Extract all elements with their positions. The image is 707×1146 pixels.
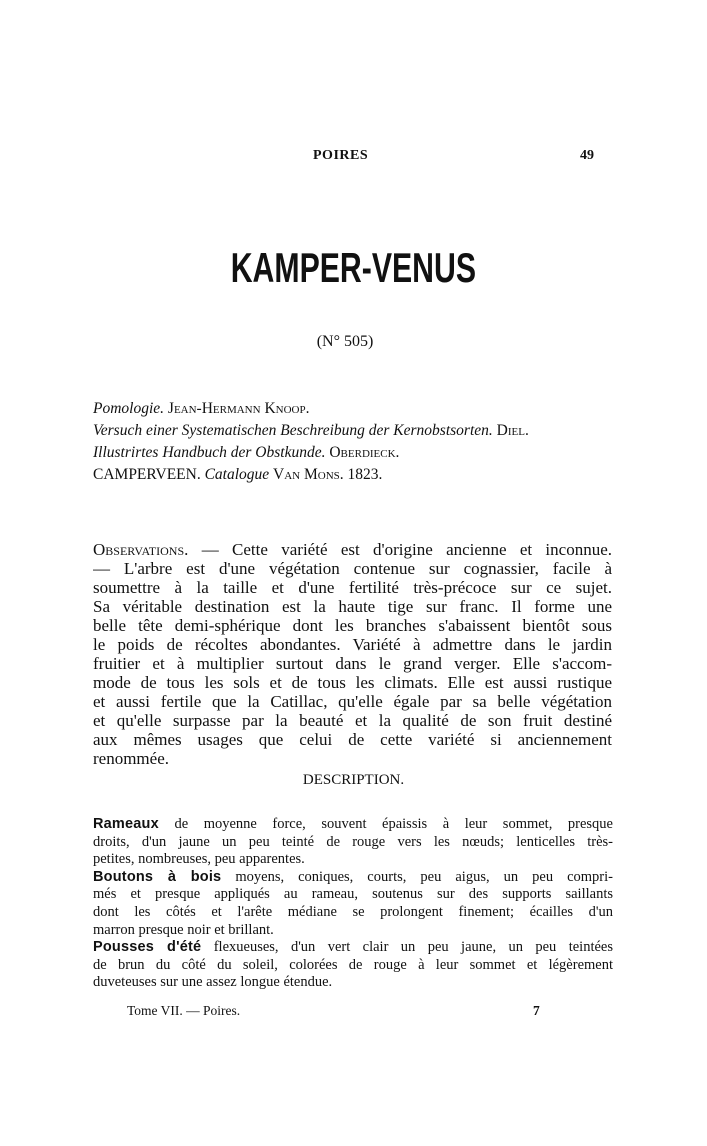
signature-number: 7 [533, 1003, 540, 1018]
description-heading: DESCRIPTION. [302, 772, 405, 788]
page-number: 49 [580, 148, 594, 163]
description [93, 816, 613, 992]
ref-synonym: CAMPERVEEN. [93, 466, 201, 483]
reference-line [93, 464, 653, 486]
text-line: et qu'elle surpasse par la beauté et la qualité de son fruit destiné [93, 711, 612, 730]
reference-line [93, 442, 653, 464]
paragraph-lead: Rameaux [93, 816, 159, 832]
text-line [93, 939, 613, 957]
ref-author: Diel. [496, 422, 529, 439]
text-line: mode de tous les sols et de tous les climats. Elle est aussi rustique [93, 673, 612, 692]
reference-line [93, 420, 653, 442]
text-line: le poids de récoltes abondantes. Variété à admettre dans le jardin [93, 635, 612, 654]
ref-author: Van Mons. [273, 466, 344, 483]
text-line: petites, nombreuses, peu apparentes. [93, 851, 305, 868]
text-line [93, 816, 613, 834]
text-line: — L'arbre est d'une végétation contenue sur cognassier, facile à [93, 559, 612, 578]
text-fragment: moyens, coniques, courts, peu aigus, un peu compri- [221, 868, 613, 885]
ref-title: Catalogue [204, 466, 270, 483]
signature-mark: Tome VII. — Poires. [127, 1003, 241, 1018]
text-line: més et presque appliqués au rameau, soutenus sur des supports saillants [93, 886, 613, 903]
observations [93, 540, 612, 768]
ref-author: Jean-Hermann Knoop. [167, 400, 310, 417]
text-line: soumettre à la taille et d'une fertilité très-précoce sur ce sujet. [93, 578, 612, 597]
text-line: Sa véritable destination est la haute tige sur franc. Il forme une [93, 597, 612, 616]
variety-number: (N° 505) [316, 333, 374, 350]
text-line: belle tête demi-sphérique dont les branches s'abaissent bientôt sous [93, 616, 612, 635]
running-title: POIRES [313, 148, 369, 163]
text-fragment: de moyenne force, souvent épaissis à leur sommet, presque [158, 816, 613, 832]
text-fragment: flexueuses, d'un vert clair un peu jaune, un peu teintées [201, 939, 613, 956]
reference-line [93, 398, 653, 420]
observations-lead: Observations. [93, 540, 189, 559]
text-line: marron presque noir et brillant. [93, 921, 274, 938]
text-line [93, 540, 612, 559]
text-line: aux mêmes usages que celui de cette variété si anciennement [93, 730, 612, 749]
page-title: KAMPER-VENUS [230, 244, 477, 291]
description-paragraph [93, 869, 613, 939]
text-fragment: — Cette variété est d'origine ancienne et inconnue. [188, 540, 612, 559]
ref-title: Illustrirtes Handbuch der Obstkunde. [93, 444, 326, 461]
text-line: renommée. [93, 749, 169, 768]
ref-year: 1823. [347, 466, 383, 483]
ref-title: Versuch einer Systematischen Beschreibung der Kernobstsorten. [93, 422, 493, 439]
text-line [93, 869, 613, 887]
text-line: dont les côtés et l'arête médiane se prolongent finement; écailles d'un [93, 903, 613, 920]
text-line: de brun du côté du soleil, colorées de rouge à leur sommet et légèrement [93, 956, 613, 973]
paragraph-lead: Pousses d'été [93, 939, 202, 956]
description-paragraph [93, 816, 613, 869]
text-line: fruitier et à multiplier surtout dans le grand verger. Elle s'accom- [93, 654, 612, 673]
text-line: et aussi fertile que la Catillac, qu'elle égale par sa belle végétation [93, 692, 612, 711]
text-line: droits, d'un jaune un peu teinté de rouge vers les nœuds; lenticelles très- [93, 833, 613, 850]
ref-author: Oberdieck. [329, 444, 400, 461]
ref-title: Pomologie. [93, 400, 165, 417]
text-line: duveteuses sur une assez longue étendue. [93, 974, 333, 991]
paragraph-lead: Boutons à bois [93, 868, 222, 885]
references [93, 398, 653, 486]
description-paragraph [93, 939, 613, 992]
